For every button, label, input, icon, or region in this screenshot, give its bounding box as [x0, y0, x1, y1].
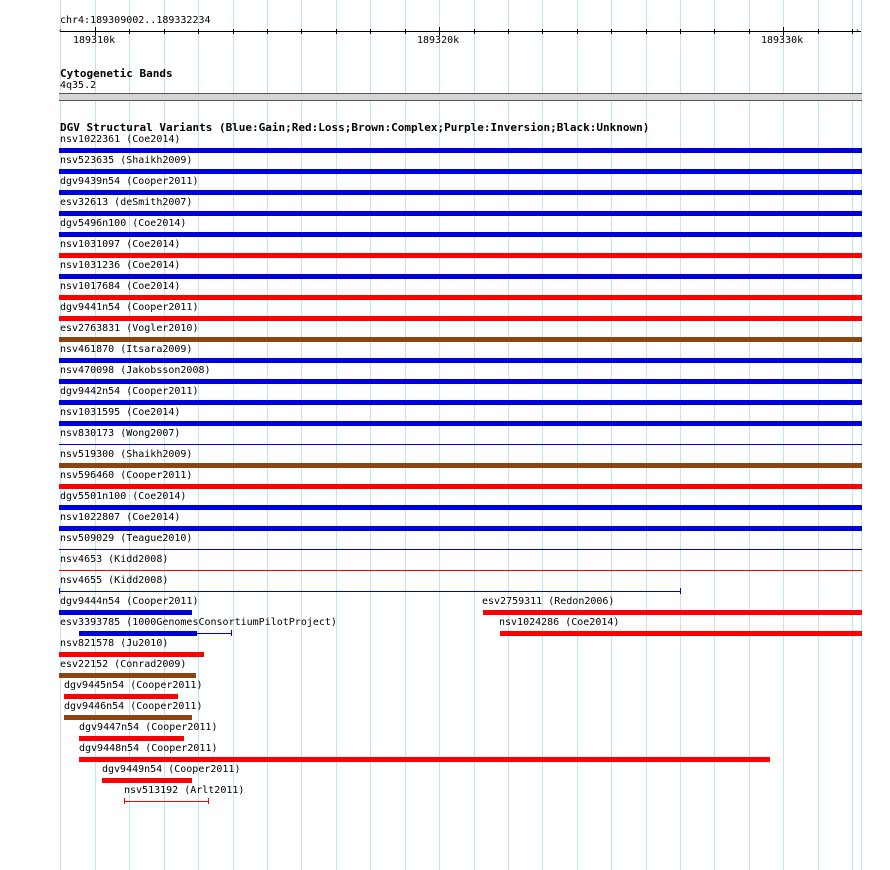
ruler-label-189320k: 189320k [417, 35, 460, 46]
ruler-minor-tick [370, 29, 371, 34]
dgv-feature-line[interactable] [59, 549, 862, 550]
dgv-feature-bar[interactable] [102, 778, 192, 783]
dgv-feature-label[interactable]: nsv1031595 (Coe2014) [60, 407, 181, 418]
dgv-feature-line[interactable] [59, 591, 680, 592]
dgv-feature-line[interactable] [59, 570, 862, 571]
cytoband-glyph[interactable] [59, 93, 862, 101]
dgv-feature-line[interactable] [59, 444, 862, 445]
dgv-feature-bar[interactable] [59, 358, 862, 363]
dgv-feature-bar[interactable] [59, 652, 204, 657]
dgv-feature-label[interactable]: nsv470098 (Jakobsson2008) [60, 365, 211, 376]
dgv-feature-bar[interactable] [64, 694, 178, 699]
dgv-feature-label[interactable]: nsv830173 (Wong2007) [60, 428, 181, 439]
dgv-feature-bar[interactable] [59, 316, 862, 321]
ruler-minor-tick [714, 29, 715, 34]
dgv-feature-bar[interactable] [59, 253, 862, 258]
dgv-feature-label[interactable]: nsv1022807 (Coe2014) [60, 512, 181, 523]
ruler-minor-tick [577, 29, 578, 34]
dgv-feature-label[interactable]: esv22152 (Conrad2009) [60, 659, 187, 670]
dgv-feature-label[interactable]: nsv1017684 (Coe2014) [60, 281, 181, 292]
ruler-minor-tick [301, 29, 302, 34]
ruler-minor-tick [852, 29, 853, 34]
dgv-feature-bar[interactable] [79, 736, 184, 741]
location-label: chr4:189309002..189332234 [60, 15, 211, 26]
dgv-feature-bar[interactable] [59, 463, 862, 468]
ruler-minor-tick [267, 29, 268, 34]
ruler-minor-tick [336, 29, 337, 34]
ruler-label-189310k: 189310k [73, 35, 116, 46]
dgv-feature-start-cap [124, 798, 125, 804]
dgv-feature-label[interactable]: nsv821578 (Ju2010) [60, 638, 169, 649]
dgv-feature-bar[interactable] [59, 610, 192, 615]
ruler-minor-tick [233, 29, 234, 34]
ruler-axis [60, 31, 861, 32]
dgv-feature-bar[interactable] [59, 211, 862, 216]
dgv-feature-end-cap [208, 798, 209, 804]
dgv-feature-label[interactable]: dgv9444n54 (Cooper2011) [60, 596, 199, 607]
dgv-feature-label[interactable]: nsv1031097 (Coe2014) [60, 239, 181, 250]
dgv-feature-label[interactable]: nsv1024286 (Coe2014) [499, 617, 620, 628]
dgv-feature-label[interactable]: dgv9448n54 (Cooper2011) [79, 743, 218, 754]
dgv-feature-start-cap [59, 588, 60, 594]
ruler-minor-tick [818, 29, 819, 34]
dgv-feature-bar[interactable] [59, 295, 862, 300]
dgv-feature-label[interactable]: nsv4655 (Kidd2008) [60, 575, 169, 586]
dgv-feature-bar[interactable] [483, 610, 862, 615]
dgv-feature-end-cap [680, 588, 681, 594]
dgv-feature-label[interactable]: dgv9446n54 (Cooper2011) [64, 701, 203, 712]
dgv-feature-label[interactable]: esv32613 (deSmith2007) [60, 197, 193, 208]
dgv-feature-label[interactable]: dgv9447n54 (Cooper2011) [79, 722, 218, 733]
dgv-feature-bar[interactable] [59, 190, 862, 195]
dgv-feature-bar[interactable] [59, 379, 862, 384]
dgv-feature-bar[interactable] [59, 484, 862, 489]
dgv-feature-label[interactable]: esv2763831 (Vogler2010) [60, 323, 199, 334]
dgv-feature-bar[interactable] [64, 715, 192, 720]
dgv-feature-bar[interactable] [59, 274, 862, 279]
dgv-feature-line[interactable] [124, 801, 208, 802]
dgv-feature-bar[interactable] [59, 148, 862, 153]
dgv-feature-bar[interactable] [79, 631, 197, 636]
dgv-track-title: DGV Structural Variants (Blue:Gain;Red:Loss;Brown:Complex;Purple:Inversion;Black:Unknown) [60, 121, 650, 134]
ruler-minor-tick [749, 29, 750, 34]
dgv-feature-label[interactable]: esv2759311 (Redon2006) [482, 596, 615, 607]
ruler-right-arrow-icon: › [855, 26, 860, 35]
ruler-minor-tick [129, 29, 130, 34]
dgv-feature-label[interactable]: nsv519300 (Shaikh2009) [60, 449, 193, 460]
ruler-minor-tick [164, 29, 165, 34]
ruler-minor-tick [474, 29, 475, 34]
ruler-label-189330k: 189330k [761, 35, 804, 46]
ruler-minor-tick [680, 29, 681, 34]
dgv-feature-label[interactable]: nsv513192 (Arlt2011) [124, 785, 245, 796]
dgv-feature-label[interactable]: dgv9439n54 (Cooper2011) [60, 176, 199, 187]
dgv-feature-label[interactable]: dgv5501n100 (Coe2014) [60, 491, 187, 502]
dgv-feature-end-cap [231, 630, 232, 636]
ruler-minor-tick [405, 29, 406, 34]
ruler-minor-tick [198, 29, 199, 34]
ruler-minor-tick [646, 29, 647, 34]
cytoband-label: 4q35.2 [60, 80, 97, 91]
ruler-minor-tick [508, 29, 509, 34]
dgv-feature-label[interactable]: dgv9445n54 (Cooper2011) [64, 680, 203, 691]
dgv-feature-bar[interactable] [79, 757, 770, 762]
dgv-feature-bar[interactable] [59, 337, 862, 342]
dgv-feature-label[interactable]: nsv1031236 (Coe2014) [60, 260, 181, 271]
cytobands-track-title: Cytogenetic Bands [60, 67, 173, 80]
ruler-left-arrow-icon: ‹ [58, 26, 63, 35]
dgv-feature-bar[interactable] [59, 505, 862, 510]
dgv-feature-label[interactable]: esv3393785 (1000GenomesConsortiumPilotProject) [60, 617, 337, 628]
dgv-feature-label[interactable]: nsv596460 (Cooper2011) [60, 470, 193, 481]
dgv-feature-label[interactable]: nsv523635 (Shaikh2009) [60, 155, 193, 166]
dgv-feature-bar[interactable] [59, 673, 196, 678]
dgv-feature-label[interactable]: nsv1022361 (Coe2014) [60, 134, 181, 145]
dgv-feature-bar[interactable] [59, 400, 862, 405]
dgv-feature-bar[interactable] [500, 631, 862, 636]
ruler-minor-tick [611, 29, 612, 34]
ruler-minor-tick [542, 29, 543, 34]
dgv-feature-bar[interactable] [59, 526, 862, 531]
dgv-feature-bar[interactable] [59, 421, 862, 426]
dgv-feature-label[interactable]: nsv509029 (Teague2010) [60, 533, 193, 544]
dgv-feature-label[interactable]: dgv9441n54 (Cooper2011) [60, 302, 199, 313]
dgv-feature-label[interactable]: dgv5496n100 (Coe2014) [60, 218, 187, 229]
dgv-feature-label[interactable]: dgv9442n54 (Cooper2011) [60, 386, 199, 397]
dgv-feature-bar[interactable] [59, 232, 862, 237]
dgv-feature-bar[interactable] [59, 169, 862, 174]
dgv-feature-label[interactable]: nsv461870 (Itsara2009) [60, 344, 193, 355]
dgv-feature-label[interactable]: nsv4653 (Kidd2008) [60, 554, 169, 565]
dgv-feature-label[interactable]: dgv9449n54 (Cooper2011) [102, 764, 241, 775]
